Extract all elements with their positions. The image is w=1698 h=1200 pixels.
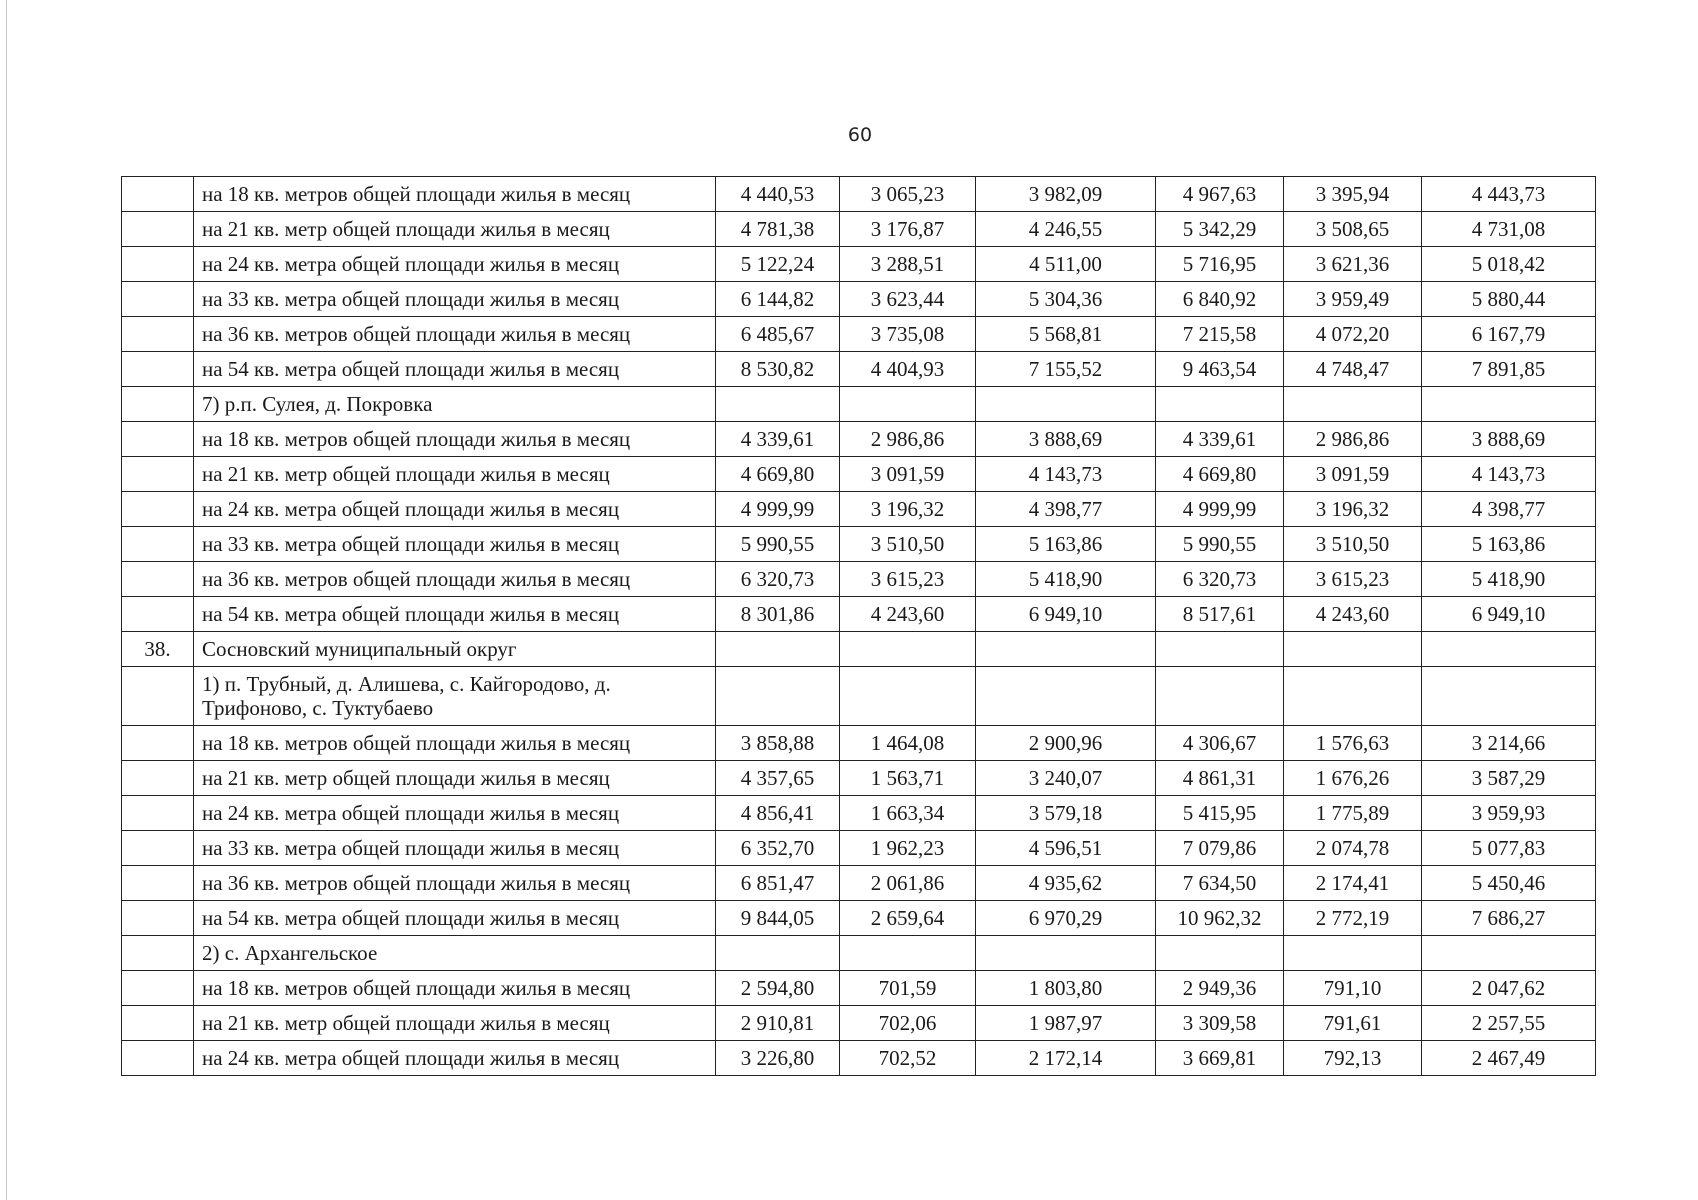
row-label-cell: на 33 кв. метра общей площади жилья в месяц: [194, 831, 716, 866]
value-cell-col-5: 3 508,65: [1284, 212, 1422, 247]
value-cell-col-5: 1 576,63: [1284, 726, 1422, 761]
table-row: [122, 422, 1596, 457]
value-cell-col-2: [840, 936, 976, 971]
value-cell-col-2: 1 962,23: [840, 831, 976, 866]
value-cell-col-6: 4 443,73: [1422, 177, 1596, 212]
value-cell-col-4: 3 669,81: [1156, 1041, 1284, 1076]
row-number-cell: [122, 796, 194, 831]
value-cell-col-6: 2 047,62: [1422, 971, 1596, 1006]
row-number-cell: [122, 936, 194, 971]
value-cell-col-4: 5 716,95: [1156, 247, 1284, 282]
value-cell-col-5: 791,61: [1284, 1006, 1422, 1041]
value-cell-col-1: 2 594,80: [716, 971, 840, 1006]
value-cell-col-6: 5 418,90: [1422, 562, 1596, 597]
value-cell-col-1: 5 122,24: [716, 247, 840, 282]
value-cell-col-5: [1284, 936, 1422, 971]
table-row: [122, 562, 1596, 597]
value-cell-col-3: 4 143,73: [976, 457, 1156, 492]
value-cell-col-6: 3 214,66: [1422, 726, 1596, 761]
value-cell-col-6: [1422, 632, 1596, 667]
section-label-cell: 1) п. Трубный, д. Алишева, с. Кайгородово, д. Трифоново, с. Туктубаево: [194, 667, 716, 726]
value-cell-col-6: 5 880,44: [1422, 282, 1596, 317]
row-label-cell: на 36 кв. метров общей площади жилья в месяц: [194, 317, 716, 352]
value-cell-col-3: 3 888,69: [976, 422, 1156, 457]
section-label-cell: 2) с. Архангельское: [194, 936, 716, 971]
value-cell-col-4: 7 634,50: [1156, 866, 1284, 901]
value-cell-col-4: 6 840,92: [1156, 282, 1284, 317]
section-row: [122, 667, 1596, 726]
value-cell-col-3: 3 240,07: [976, 761, 1156, 796]
value-cell-col-2: [840, 632, 976, 667]
table-row: [122, 971, 1596, 1006]
value-cell-col-4: 5 342,29: [1156, 212, 1284, 247]
value-cell-col-1: 4 999,99: [716, 492, 840, 527]
value-cell-col-4: 8 517,61: [1156, 597, 1284, 632]
value-cell-col-5: 2 772,19: [1284, 901, 1422, 936]
tariff-table: [121, 176, 1596, 1076]
row-number-cell: [122, 831, 194, 866]
value-cell-col-5: [1284, 387, 1422, 422]
value-cell-col-4: [1156, 632, 1284, 667]
row-label-cell: на 18 кв. метров общей площади жилья в месяц: [194, 177, 716, 212]
value-cell-col-6: [1422, 936, 1596, 971]
value-cell-col-4: 2 949,36: [1156, 971, 1284, 1006]
row-number-cell: [122, 761, 194, 796]
value-cell-col-5: 1 775,89: [1284, 796, 1422, 831]
value-cell-col-6: 6 949,10: [1422, 597, 1596, 632]
section-label-cell: 7) р.п. Сулея, д. Покровка: [194, 387, 716, 422]
value-cell-col-1: 5 990,55: [716, 527, 840, 562]
value-cell-col-6: 7 891,85: [1422, 352, 1596, 387]
value-cell-col-1: 6 320,73: [716, 562, 840, 597]
table-row: [122, 761, 1596, 796]
value-cell-col-2: 701,59: [840, 971, 976, 1006]
row-label-cell: на 54 кв. метра общей площади жилья в месяц: [194, 352, 716, 387]
value-cell-col-2: 3 735,08: [840, 317, 976, 352]
value-cell-col-5: 4 748,47: [1284, 352, 1422, 387]
value-cell-col-2: 3 091,59: [840, 457, 976, 492]
value-cell-col-5: 1 676,26: [1284, 761, 1422, 796]
value-cell-col-1: [716, 387, 840, 422]
value-cell-col-3: 3 982,09: [976, 177, 1156, 212]
table-row: [122, 1006, 1596, 1041]
value-cell-col-4: 6 320,73: [1156, 562, 1284, 597]
value-cell-col-2: 3 288,51: [840, 247, 976, 282]
value-cell-col-6: 5 077,83: [1422, 831, 1596, 866]
value-cell-col-4: 5 415,95: [1156, 796, 1284, 831]
table-row: [122, 796, 1596, 831]
value-cell-col-2: 4 243,60: [840, 597, 976, 632]
value-cell-col-3: 4 596,51: [976, 831, 1156, 866]
row-number-cell: [122, 212, 194, 247]
value-cell-col-5: [1284, 632, 1422, 667]
value-cell-col-5: 3 615,23: [1284, 562, 1422, 597]
value-cell-col-1: 4 781,38: [716, 212, 840, 247]
value-cell-col-6: 3 587,29: [1422, 761, 1596, 796]
table-row: [122, 866, 1596, 901]
value-cell-col-6: 5 018,42: [1422, 247, 1596, 282]
row-number-cell: [122, 387, 194, 422]
value-cell-col-1: 6 851,47: [716, 866, 840, 901]
table-row: [122, 317, 1596, 352]
row-number-cell: [122, 457, 194, 492]
value-cell-col-1: 4 357,65: [716, 761, 840, 796]
value-cell-col-4: 4 669,80: [1156, 457, 1284, 492]
table-row: [122, 726, 1596, 761]
row-label-cell: на 18 кв. метров общей площади жилья в месяц: [194, 726, 716, 761]
value-cell-col-1: 9 844,05: [716, 901, 840, 936]
row-number-cell: [122, 527, 194, 562]
value-cell-col-5: 2 174,41: [1284, 866, 1422, 901]
value-cell-col-2: 702,06: [840, 1006, 976, 1041]
value-cell-col-5: 792,13: [1284, 1041, 1422, 1076]
value-cell-col-3: 6 949,10: [976, 597, 1156, 632]
value-cell-col-3: [976, 667, 1156, 726]
row-label-cell: на 21 кв. метр общей площади жилья в месяц: [194, 1006, 716, 1041]
section-row: [122, 936, 1596, 971]
value-cell-col-1: 4 339,61: [716, 422, 840, 457]
value-cell-col-2: 1 563,71: [840, 761, 976, 796]
row-number-cell: [122, 177, 194, 212]
value-cell-col-6: 3 888,69: [1422, 422, 1596, 457]
value-cell-col-4: 4 861,31: [1156, 761, 1284, 796]
value-cell-col-2: 3 196,32: [840, 492, 976, 527]
value-cell-col-1: 3 858,88: [716, 726, 840, 761]
value-cell-col-1: [716, 667, 840, 726]
section-row: [122, 387, 1596, 422]
table-row: [122, 492, 1596, 527]
value-cell-col-6: 4 398,77: [1422, 492, 1596, 527]
value-cell-col-4: [1156, 936, 1284, 971]
row-label-cell: на 24 кв. метра общей площади жилья в месяц: [194, 492, 716, 527]
value-cell-col-4: 4 967,63: [1156, 177, 1284, 212]
row-number-cell: [122, 866, 194, 901]
value-cell-col-6: 5 163,86: [1422, 527, 1596, 562]
value-cell-col-2: 3 615,23: [840, 562, 976, 597]
value-cell-col-5: 3 959,49: [1284, 282, 1422, 317]
value-cell-col-2: 702,52: [840, 1041, 976, 1076]
value-cell-col-3: [976, 632, 1156, 667]
value-cell-col-1: [716, 632, 840, 667]
value-cell-col-6: [1422, 667, 1596, 726]
row-number-cell: 38.: [122, 632, 194, 667]
value-cell-col-4: 4 999,99: [1156, 492, 1284, 527]
value-cell-col-6: 2 467,49: [1422, 1041, 1596, 1076]
value-cell-col-3: 5 418,90: [976, 562, 1156, 597]
value-cell-col-4: 10 962,32: [1156, 901, 1284, 936]
row-label-cell: на 54 кв. метра общей площади жилья в месяц: [194, 597, 716, 632]
value-cell-col-2: 2 659,64: [840, 901, 976, 936]
row-number-cell: [122, 422, 194, 457]
row-label-cell: на 54 кв. метра общей площади жилья в месяц: [194, 901, 716, 936]
page-number: 60: [847, 124, 873, 146]
value-cell-col-4: 7 079,86: [1156, 831, 1284, 866]
value-cell-col-4: [1156, 667, 1284, 726]
value-cell-col-3: 4 511,00: [976, 247, 1156, 282]
row-label-cell: на 21 кв. метр общей площади жилья в месяц: [194, 212, 716, 247]
value-cell-col-5: 4 243,60: [1284, 597, 1422, 632]
table-row: [122, 177, 1596, 212]
row-label-cell: на 18 кв. метров общей площади жилья в месяц: [194, 422, 716, 457]
value-cell-col-5: 3 395,94: [1284, 177, 1422, 212]
scan-edge-line: [6, 0, 7, 1200]
value-cell-col-3: [976, 936, 1156, 971]
table-row: [122, 1041, 1596, 1076]
value-cell-col-5: 791,10: [1284, 971, 1422, 1006]
value-cell-col-5: 3 091,59: [1284, 457, 1422, 492]
value-cell-col-4: 7 215,58: [1156, 317, 1284, 352]
value-cell-col-3: 5 304,36: [976, 282, 1156, 317]
row-label-cell: на 24 кв. метра общей площади жилья в месяц: [194, 247, 716, 282]
value-cell-col-4: 4 339,61: [1156, 422, 1284, 457]
value-cell-col-5: 3 510,50: [1284, 527, 1422, 562]
value-cell-col-6: 2 257,55: [1422, 1006, 1596, 1041]
row-number-cell: [122, 352, 194, 387]
section-label-cell: Сосновский муниципальный округ: [194, 632, 716, 667]
value-cell-col-3: [976, 387, 1156, 422]
value-cell-col-5: [1284, 667, 1422, 726]
value-cell-col-3: 4 398,77: [976, 492, 1156, 527]
table-row: [122, 282, 1596, 317]
value-cell-col-4: 5 990,55: [1156, 527, 1284, 562]
value-cell-col-1: 4 669,80: [716, 457, 840, 492]
value-cell-col-2: 2 061,86: [840, 866, 976, 901]
table-row: [122, 831, 1596, 866]
value-cell-col-3: 5 568,81: [976, 317, 1156, 352]
value-cell-col-1: 6 144,82: [716, 282, 840, 317]
row-number-cell: [122, 282, 194, 317]
value-cell-col-2: [840, 387, 976, 422]
row-label-cell: на 24 кв. метра общей площади жилья в месяц: [194, 1041, 716, 1076]
value-cell-col-3: 3 579,18: [976, 796, 1156, 831]
value-cell-col-1: 8 530,82: [716, 352, 840, 387]
value-cell-col-6: 4 143,73: [1422, 457, 1596, 492]
value-cell-col-4: [1156, 387, 1284, 422]
value-cell-col-2: 3 065,23: [840, 177, 976, 212]
value-cell-col-6: 3 959,93: [1422, 796, 1596, 831]
value-cell-col-1: 6 485,67: [716, 317, 840, 352]
row-label-cell: на 24 кв. метра общей площади жилья в месяц: [194, 796, 716, 831]
value-cell-col-6: 4 731,08: [1422, 212, 1596, 247]
value-cell-col-3: 6 970,29: [976, 901, 1156, 936]
row-label-cell: на 21 кв. метр общей площади жилья в месяц: [194, 457, 716, 492]
value-cell-col-5: 3 196,32: [1284, 492, 1422, 527]
value-cell-col-2: [840, 667, 976, 726]
value-cell-col-1: 3 226,80: [716, 1041, 840, 1076]
row-label-cell: на 33 кв. метра общей площади жилья в месяц: [194, 282, 716, 317]
row-label-cell: на 21 кв. метр общей площади жилья в месяц: [194, 761, 716, 796]
row-number-cell: [122, 726, 194, 761]
table-row: [122, 352, 1596, 387]
value-cell-col-4: 3 309,58: [1156, 1006, 1284, 1041]
row-number-cell: [122, 597, 194, 632]
value-cell-col-3: 4 935,62: [976, 866, 1156, 901]
row-number-cell: [122, 492, 194, 527]
value-cell-col-4: 4 306,67: [1156, 726, 1284, 761]
value-cell-col-5: 3 621,36: [1284, 247, 1422, 282]
table-row: [122, 212, 1596, 247]
value-cell-col-6: 6 167,79: [1422, 317, 1596, 352]
value-cell-col-3: 2 172,14: [976, 1041, 1156, 1076]
row-label-cell: на 36 кв. метров общей площади жилья в месяц: [194, 562, 716, 597]
value-cell-col-2: 3 623,44: [840, 282, 976, 317]
row-number-cell: [122, 247, 194, 282]
value-cell-col-1: 6 352,70: [716, 831, 840, 866]
row-label-cell: на 36 кв. метров общей площади жилья в месяц: [194, 866, 716, 901]
value-cell-col-1: 4 856,41: [716, 796, 840, 831]
value-cell-col-2: 4 404,93: [840, 352, 976, 387]
table-row: [122, 457, 1596, 492]
table-row: [122, 597, 1596, 632]
value-cell-col-5: 2 074,78: [1284, 831, 1422, 866]
value-cell-col-6: 5 450,46: [1422, 866, 1596, 901]
value-cell-col-6: [1422, 387, 1596, 422]
row-number-cell: [122, 1006, 194, 1041]
section-row: [122, 632, 1596, 667]
value-cell-col-5: 2 986,86: [1284, 422, 1422, 457]
value-cell-col-2: 1 464,08: [840, 726, 976, 761]
row-number-cell: [122, 562, 194, 597]
value-cell-col-3: 1 987,97: [976, 1006, 1156, 1041]
row-number-cell: [122, 667, 194, 726]
row-number-cell: [122, 1041, 194, 1076]
row-label-cell: на 33 кв. метра общей площади жилья в месяц: [194, 527, 716, 562]
table-row: [122, 247, 1596, 282]
value-cell-col-3: 4 246,55: [976, 212, 1156, 247]
table-body: [122, 177, 1596, 1076]
value-cell-col-2: 1 663,34: [840, 796, 976, 831]
row-label-cell: на 18 кв. метров общей площади жилья в месяц: [194, 971, 716, 1006]
table-row: [122, 527, 1596, 562]
value-cell-col-1: 4 440,53: [716, 177, 840, 212]
value-cell-col-3: 2 900,96: [976, 726, 1156, 761]
value-cell-col-2: 3 510,50: [840, 527, 976, 562]
value-cell-col-2: 2 986,86: [840, 422, 976, 457]
row-number-cell: [122, 901, 194, 936]
value-cell-col-6: 7 686,27: [1422, 901, 1596, 936]
row-number-cell: [122, 971, 194, 1006]
value-cell-col-3: 5 163,86: [976, 527, 1156, 562]
value-cell-col-3: 1 803,80: [976, 971, 1156, 1006]
value-cell-col-1: [716, 936, 840, 971]
value-cell-col-1: 2 910,81: [716, 1006, 840, 1041]
value-cell-col-2: 3 176,87: [840, 212, 976, 247]
value-cell-col-3: 7 155,52: [976, 352, 1156, 387]
row-number-cell: [122, 317, 194, 352]
value-cell-col-1: 8 301,86: [716, 597, 840, 632]
value-cell-col-5: 4 072,20: [1284, 317, 1422, 352]
value-cell-col-4: 9 463,54: [1156, 352, 1284, 387]
table-row: [122, 901, 1596, 936]
